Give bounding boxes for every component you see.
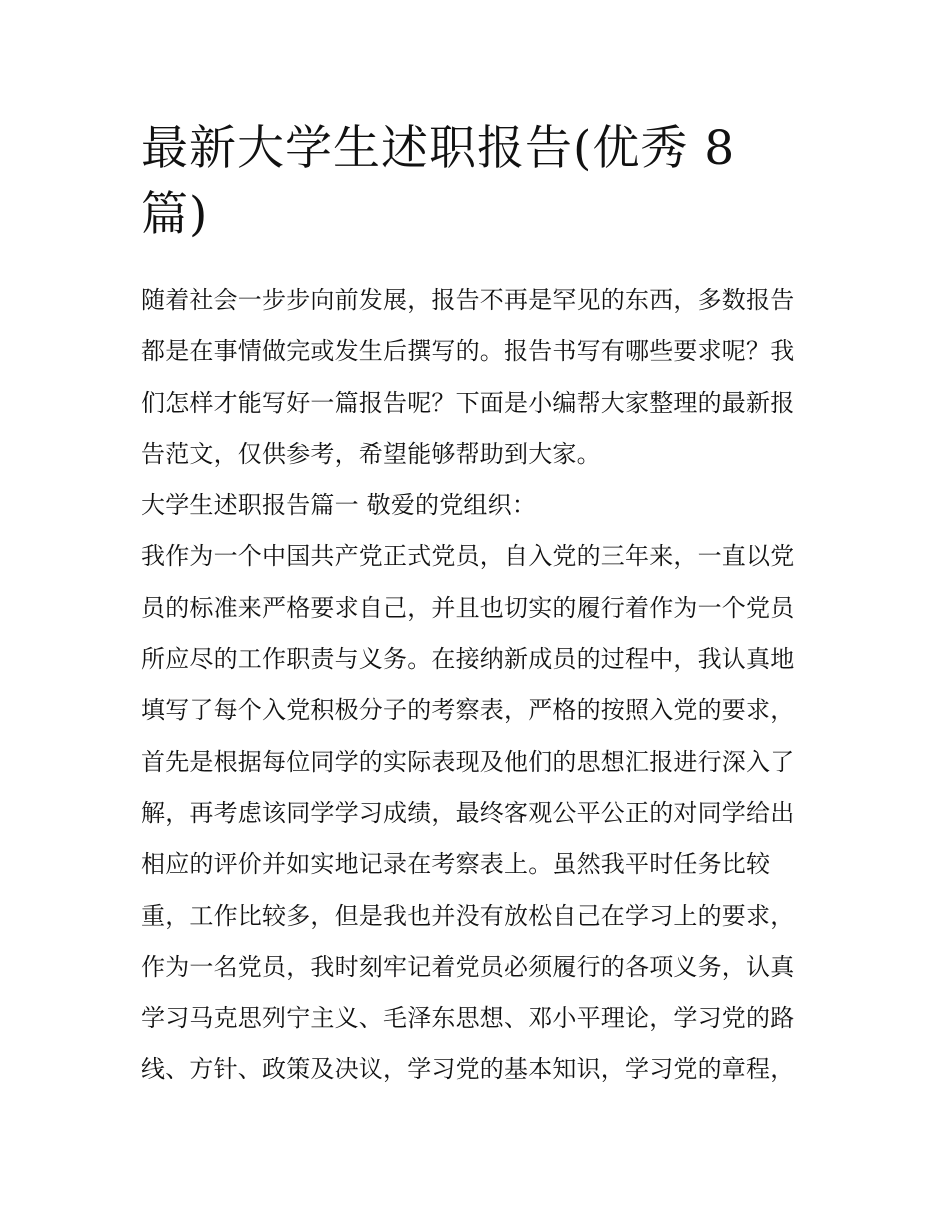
section-heading: 大学生述职报告篇一 敬爱的党组织： — [141, 491, 537, 520]
body-line: 们怎样才能写好一篇报告呢？下面是小编帮大家整理的最新报 — [141, 388, 795, 417]
body-line: 随着社会一步步向前发展，报告不再是罕见的东西，多数报告 — [141, 286, 795, 314]
body-line: 我作为一个中国共产党正式党员，自入党的三年来，一直以党 — [141, 542, 795, 571]
body-line: 解，再考虑该同学学习成绩，最终客观公平公正的对同学给出 — [141, 798, 795, 827]
body-line: 学习马克思列宁主义、毛泽东思想、邓小平理论，学习党的路 — [141, 1004, 795, 1033]
document-body — [141, 278, 821, 1099]
body-line: 都是在事情做完或发生后撰写的。报告书写有哪些要求呢？我 — [141, 337, 795, 366]
body-line: 相应的评价并如实地记录在考察表上。虽然我平时任务比较 — [141, 850, 771, 879]
body-line: 首先是根据每位同学的实际表现及他们的思想汇报进行深入了 — [141, 747, 795, 776]
body-line: 填写了每个入党积极分子的考察表，严格的按照入党的要求， — [141, 696, 795, 725]
body-line: 线、方针、政策及决议，学习党的基本知识，学习党的章程， — [141, 1055, 795, 1084]
body-line: 所应尽的工作职责与义务。在接纳新成员的过程中，我认真地 — [141, 645, 795, 674]
body-line: 员的标准来严格要求自己，并且也切实的履行着作为一个党员 — [141, 593, 795, 622]
body-line: 作为一名党员，我时刻牢记着党员必须履行的各项义务，认真 — [141, 952, 795, 981]
body-line: 告范文，仅供参考，希望能够帮助到大家。 — [141, 439, 601, 468]
title-line: 最新大学生述职报告(优秀 8 — [141, 121, 736, 176]
document-title — [141, 116, 781, 248]
title-line: 篇) — [141, 187, 209, 242]
body-line: 重，工作比较多，但是我也并没有放松自己在学习上的要求， — [141, 901, 795, 930]
